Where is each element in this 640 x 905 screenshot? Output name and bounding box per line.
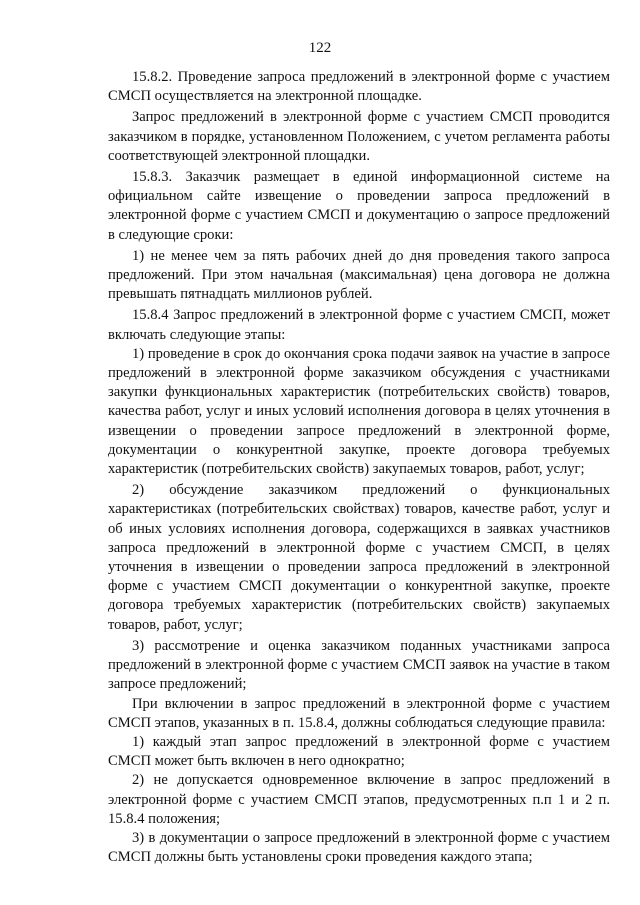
paragraph-rule-item-1: 1) каждый этап запрос предложений в электронной форме с участием СМСП может быть включен в него однократно; <box>108 733 610 770</box>
paragraph-15-8-3: 15.8.3. Заказчик размещает в единой информационной системе на официальном сайте извещение о проведении запроса предложений в электронной форме с участием СМСП и документацию о запросе предложений в следующие сроки: <box>108 169 610 243</box>
paragraph-rule-item-2: 2) не допускается одновременное включение в запрос предложений в электронной форме с участием СМСП этапов, предусмотренных п.п 1 и 2 п. 15.8.4 положения; <box>108 772 610 827</box>
paragraph-15-8-4: 15.8.4 Запрос предложений в электронной форме с участием СМСП, может включать следующие этапы: <box>108 307 610 343</box>
paragraph-stage-item-2: 2) обсуждение заказчиком предложений о функциональных характеристиках (потребительских свойствах) товаров, качестве работ, услуг и об иных условиях исполнения договора, содержащихся в заявках участников запроса предложений в электронной форме с участием СМСП, в целях уточнения в извещении о проведении запроса предложений в электронной форме с участием СМСП документации о конкурентной закупке, проекте договора требуемых характеристик (потребительских свойств) закупаемых товаров, работ, услуг; <box>108 482 610 633</box>
page-number: 122 <box>308 40 332 56</box>
paragraph-rule-item-3: 3) в документации о запросе предложений в электронной форме с участием СМСП должны быть установлены сроки проведения каждого этапа; <box>108 829 610 866</box>
paragraph-deadline-item-1: 1) не менее чем за пять рабочих дней до дня проведения такого запроса предложений. При этом начальная (максимальная) цена договора не должна превышать пятнадцать миллионов рублей. <box>108 247 610 303</box>
paragraph-stage-rules-intro: При включении в запрос предложений в электронной форме с участием СМСП этапов, указанных в п. 15.8.4, должны соблюдаться следующие правила: <box>108 695 610 731</box>
paragraph-stage-item-3: 3) рассмотрение и оценка заказчиком поданных участниками запроса предложений в электронной форме с участием СМСП заявок на участие в таком запросе предложений; <box>108 637 610 693</box>
paragraph-15-8-2: 15.8.2. Проведение запроса предложений в электронной форме с участием СМСП осуществляется на электронной площадке. <box>108 69 610 105</box>
document-body <box>108 68 610 867</box>
paragraph-stage-item-1: 1) проведение в срок до окончания срока подачи заявок на участие в запросе предложений в электронной форме заказчиком обсуждения с участниками закупки функциональных характеристик (потребительских свойств) товаров, качества работ, услуг и иных условий исполнения договора в целях уточнения в извещении о проведении запросе предложений в электронной форме, документации о конкурентной закупке, проекте договора требуемых характеристик (потребительских свойств) закупаемых товаров, работ, услуг; <box>108 345 610 478</box>
paragraph-procedure: Запрос предложений в электронной форме с участием СМСП проводится заказчиком в порядке, установленном Положением, с учетом регламента работы соответствующей электронной площадки. <box>108 109 610 164</box>
